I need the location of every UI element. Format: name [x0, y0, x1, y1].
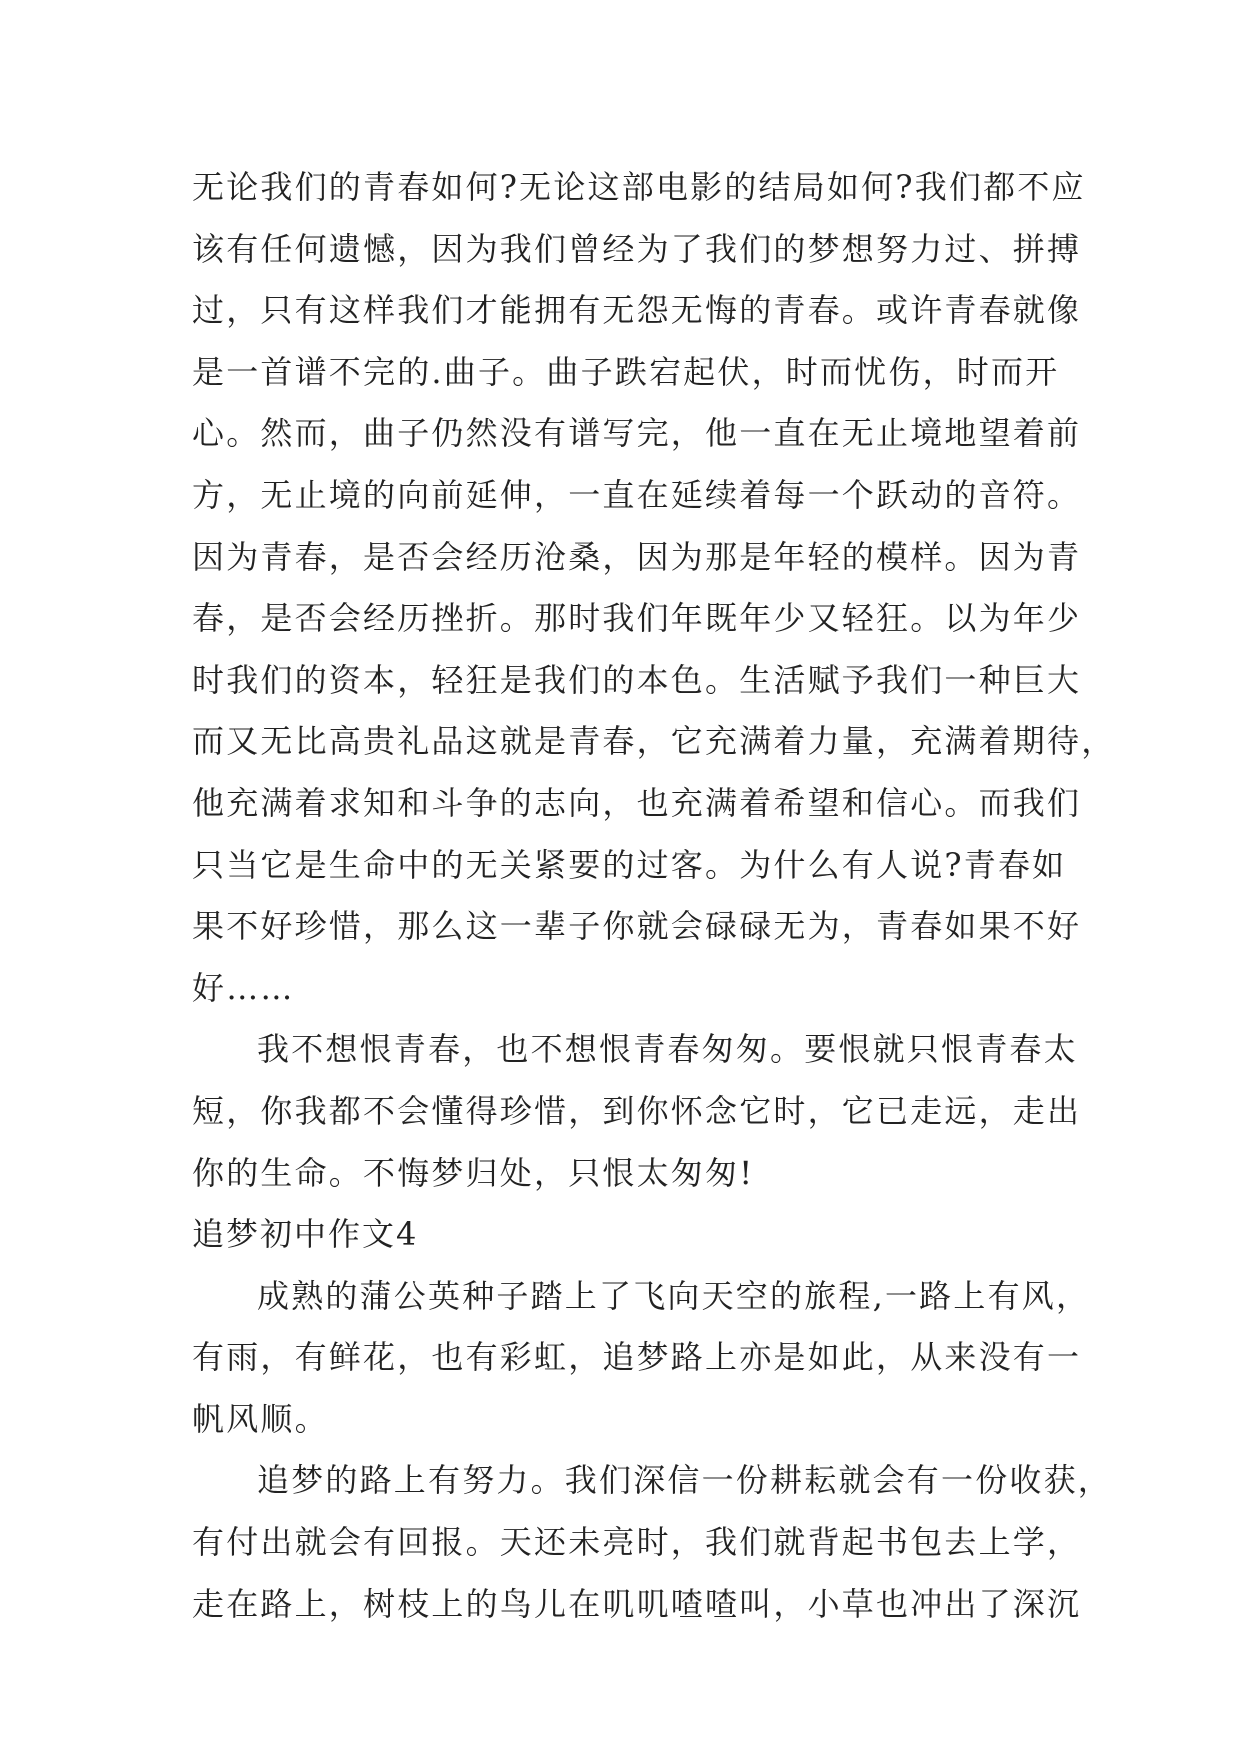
text-line: 过，只有这样我们才能拥有无怨无悔的青春。或许青春就像 — [192, 291, 1082, 330]
text-line: 心。然而，曲子仍然没有谱写完，他一直在无止境地望着前 — [192, 414, 1082, 453]
text-line: 只当它是生命中的无关紧要的过客。为什么有人说?青春如 — [192, 845, 1067, 884]
text-line: 追梦的路上有努力。我们深信一份耕耘就会有一份收获， — [257, 1461, 1113, 1500]
text-line: 该有任何遗憾，因为我们曾经为了我们的梦想努力过、拼搏 — [192, 229, 1082, 268]
text-line: 果不好珍惜，那么这一辈子你就会碌碌无为，青春如果不好 — [192, 907, 1082, 946]
text-line: 因为青春，是否会经历沧桑，因为那是年轻的模样。因为青 — [192, 537, 1082, 576]
text-line: 无论我们的青春如何?无论这部电影的结局如何?我们都不应 — [192, 168, 1086, 206]
text-line: 有付出就会有回报。天还未亮时，我们就背起书包去上学， — [192, 1523, 1082, 1562]
section-heading: 追梦初中作文4 — [192, 1215, 419, 1254]
text-line: 春，是否会经历挫折。那时我们年既年少又轻狂。以为年少 — [192, 599, 1082, 638]
text-line: 短，你我都不会懂得珍惜，到你怀念它时，它已走远，走出 — [192, 1091, 1082, 1130]
text-line: 方，无止境的向前延伸，一直在延续着每一个跃动的音符。 — [192, 475, 1082, 514]
text-line: 而又无比高贵礼品这就是青春，它充满着力量，充满着期待， — [192, 722, 1116, 761]
text-line: 他充满着求知和斗争的志向，也充满着希望和信心。而我们 — [192, 783, 1082, 822]
text-line: 我不想恨青春，也不想恨青春匆匆。要恨就只恨青春太 — [257, 1030, 1078, 1069]
text-line: 帆风顺。 — [192, 1399, 329, 1438]
text-line: 你的生命。不悔梦归处，只恨太匆匆! — [192, 1153, 755, 1192]
text-line: 时我们的资本，轻狂是我们的本色。生活赋予我们一种巨大 — [192, 660, 1082, 699]
text-line: 是一首谱不完的.曲子。曲子跌宕起伏，时而忧伤，时而开 — [192, 352, 1060, 391]
text-line: 成熟的蒲公英种子踏上了飞向天空的旅程,一路上有风， — [257, 1276, 1091, 1315]
text-line: 走在路上，树枝上的鸟儿在叽叽喳喳叫，小草也冲出了深沉 — [192, 1584, 1082, 1623]
document-body — [192, 157, 1116, 1635]
text-line: 有雨，有鲜花，也有彩虹，追梦路上亦是如此，从来没有一 — [192, 1338, 1082, 1377]
text-line: 好…… — [192, 968, 295, 1007]
